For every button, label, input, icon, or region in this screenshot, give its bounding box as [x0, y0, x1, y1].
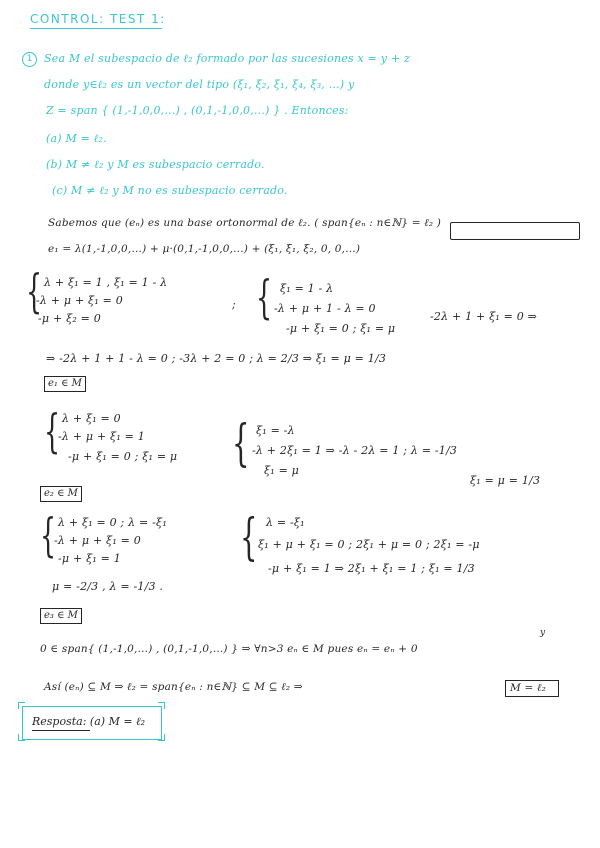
sys2-right-eq-1: ξ₁ = -λ [256, 424, 295, 437]
sys3-right-eq-1: λ = -ξ₁ [266, 516, 305, 529]
sys3-left-eq-1: λ + ξ₁ = 0 ; λ = -ξ₁ [58, 516, 167, 529]
question-number-badge: 1 [22, 52, 37, 67]
answer-box-corner-tr [158, 702, 165, 709]
sys1-right-eq-3: -μ + ξ₁ = 0 ; ξ₁ = μ [286, 322, 396, 335]
sys1-left-eq-1: λ + ξ₁ = 1 , ξ₁ = 1 - λ [44, 276, 168, 289]
answer-box-corner-tl [18, 702, 25, 709]
separator-semicolon: ; [232, 298, 236, 311]
sys3-right-eq-3: -μ + ξ₁ = 1 ⇒ 2ξ₁ + ξ₁ = 1 ; ξ₁ = 1/3 [268, 562, 475, 575]
label-e2-in-m: e₂ ∈ M [40, 486, 82, 502]
option-b: (b) M ≠ ℓ₂ y M es subespacio cerrado. [46, 158, 265, 171]
sys1-left-eq-3: -μ + ξ₂ = 0 [38, 312, 101, 325]
conclusion-line: Así (eₙ) ⊆ M ⇒ ℓ₂ = span{eₙ : n∈ℕ} ⊆ M ⊆ ℓ₂ ⇒ [44, 681, 303, 693]
sys2-left-eq-3: -μ + ξ₁ = 0 ; ξ₁ = μ [68, 450, 178, 463]
label-e3-in-m: e₃ ∈ M [40, 608, 82, 624]
system-3-right-brace: { [240, 508, 258, 566]
answer-text: Resposta: (a) M = ℓ₂ [32, 715, 146, 728]
sys1-right-eq-1: ξ₁ = 1 - λ [280, 282, 334, 295]
option-c: (c) M ≠ ℓ₂ y M no es subespacio cerrado. [52, 184, 288, 197]
span-mark: y [540, 628, 546, 638]
sys1-side-eq: -2λ + 1 + ξ₁ = 0 ⇒ [430, 310, 538, 323]
sys1-right-eq-2: -λ + μ + 1 - λ = 0 [274, 302, 376, 315]
option-a: (a) M = ℓ₂. [46, 132, 107, 145]
statement-line-2: donde y∈ℓ₂ es un vector del tipo (ξ₁, ξ₂, ξ₁, ξ₄, ξ₃, ...) y [44, 78, 355, 91]
sys3-right-eq-2: ξ₁ + μ + ξ₁ = 0 ; 2ξ₁ + μ = 0 ; 2ξ₁ = -μ [258, 538, 480, 551]
system-1-right-brace: { [256, 270, 273, 324]
answer-underline [32, 730, 90, 731]
page-title: CONTROL: TEST 1: [30, 12, 166, 26]
solution-intro: Sabemos que (eₙ) es una base ortonormal de ℓ₂. ( span{eₙ : n∈ℕ} = ℓ₂ ) [48, 217, 442, 229]
sys2-left-eq-1: λ + ξ₁ = 0 [62, 412, 121, 425]
sys1-left-eq-2: -λ + μ + ξ₁ = 0 [36, 294, 123, 307]
span-line: 0 ∈ span{ (1,-1,0,...) , (0,1,-1,0,...) } ⇒ ∀n>3 eₙ ∈ M pues eₙ = eₙ + 0 [40, 643, 418, 655]
sys2-left-eq-2: -λ + μ + ξ₁ = 1 [58, 430, 145, 443]
system-2-right-brace: { [232, 414, 250, 472]
sys1-result: ⇒ -2λ + 1 + 1 - λ = 0 ; -3λ + 2 = 0 ; λ = 2/3 ⇒ ξ₁ = μ = 1/3 [46, 352, 387, 365]
sys2-right-eq-3: ξ₁ = μ [264, 464, 300, 477]
statement-line-3: Z = span { (1,-1,0,0,...) , (0,1,-1,0,0,...) } . Entonces: [46, 104, 349, 117]
system-2-left-brace: { [44, 404, 61, 458]
sys2-result: ξ₁ = μ = 1/3 [470, 474, 541, 487]
sys3-result: μ = -2/3 , λ = -1/3 . [52, 580, 164, 593]
e1-decomposition: e₁ = λ(1,-1,0,0,...) + μ·(0,1,-1,0,0,...) + (ξ₁, ξ₁, ξ₂, 0, 0,...) [48, 243, 361, 255]
span-equality-box [450, 222, 580, 240]
sys3-left-eq-3: -μ + ξ₁ = 1 [58, 552, 121, 565]
conclusion-box-text: M = ℓ₂ [510, 682, 547, 694]
statement-line-1: Sea M el subespacio de ℓ₂ formado por las sucesiones x = y + z [44, 52, 410, 65]
title-underline [30, 28, 162, 29]
label-e1-in-m: e₁ ∈ M [44, 376, 86, 392]
answer-box-corner-br [158, 734, 165, 741]
answer-box-corner-bl [18, 734, 25, 741]
sys2-right-eq-2: -λ + 2ξ₁ = 1 ⇒ -λ - 2λ = 1 ; λ = -1/3 [252, 444, 458, 457]
system-3-left-brace: { [40, 508, 57, 562]
sys3-left-eq-2: -λ + μ + ξ₁ = 0 [54, 534, 141, 547]
system-1-left-brace: { [26, 264, 43, 318]
